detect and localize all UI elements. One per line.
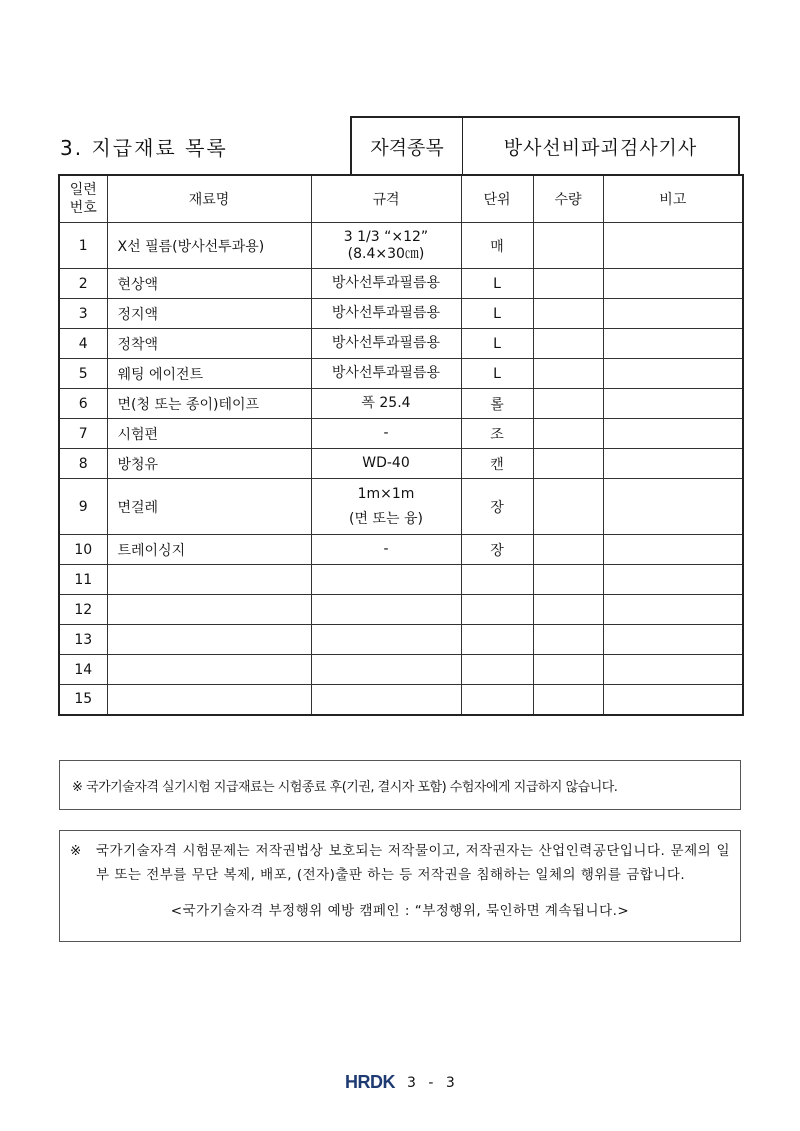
cell-note bbox=[603, 299, 743, 329]
table-row bbox=[59, 479, 743, 535]
cell-note bbox=[603, 685, 743, 715]
cell-name bbox=[107, 565, 311, 595]
spec-line: 방사선투과필름용 bbox=[331, 365, 441, 381]
cell-unit bbox=[461, 565, 533, 595]
cell-spec bbox=[311, 685, 461, 715]
cell-no: 1 bbox=[59, 223, 107, 269]
page-number: 3 - 3 bbox=[407, 1074, 459, 1091]
table-row bbox=[59, 359, 743, 389]
cell-qty bbox=[533, 419, 603, 449]
spec-line: 폭 25.4 bbox=[361, 395, 411, 411]
cell-unit: 조 bbox=[461, 419, 533, 449]
table-row bbox=[59, 329, 743, 359]
campaign-text: <국가기술자격 부정행위 예방 캠페인 : “부정행위, 묵인하면 계속됩니다.> bbox=[170, 903, 630, 919]
cell-qty bbox=[533, 535, 603, 565]
table-row bbox=[59, 299, 743, 329]
cell-qty bbox=[533, 565, 603, 595]
cell-spec bbox=[311, 625, 461, 655]
cell-spec bbox=[311, 299, 461, 329]
cell-spec bbox=[311, 269, 461, 299]
cell-unit: 장 bbox=[461, 479, 533, 535]
cell-name: 정착액 bbox=[107, 329, 311, 359]
cell-name: 방청유 bbox=[107, 449, 311, 479]
spec-line: (면 또는 융) bbox=[349, 510, 423, 527]
cell-unit: L bbox=[461, 359, 533, 389]
cell-unit bbox=[461, 595, 533, 625]
cell-no: 4 bbox=[59, 329, 107, 359]
cell-unit bbox=[461, 625, 533, 655]
cell-qty bbox=[533, 299, 603, 329]
table-row bbox=[59, 389, 743, 419]
section-title: 3. 지급재료 목록 bbox=[60, 135, 228, 160]
table-row bbox=[59, 625, 743, 655]
cell-spec bbox=[311, 329, 461, 359]
table-row bbox=[59, 685, 743, 715]
cell-unit bbox=[461, 655, 533, 685]
cell-no: 5 bbox=[59, 359, 107, 389]
cell-spec bbox=[311, 223, 461, 269]
no-return-notice: ※ 국가기술자격 실기시험 지급재료는 시험종료 후(기권, 결시자 포함) 수험자에게 지급하지 않습니다. bbox=[59, 760, 741, 810]
cell-name: 웨팅 에이전트 bbox=[107, 359, 311, 389]
cell-unit: L bbox=[461, 299, 533, 329]
cell-spec bbox=[311, 535, 461, 565]
table-row bbox=[59, 595, 743, 625]
spec-line: 방사선투과필름용 bbox=[331, 335, 441, 351]
cell-no: 13 bbox=[59, 625, 107, 655]
table-row bbox=[59, 419, 743, 449]
cell-note bbox=[603, 595, 743, 625]
cell-qty bbox=[533, 329, 603, 359]
spec-line: WD-40 bbox=[362, 455, 410, 471]
cell-no: 2 bbox=[59, 269, 107, 299]
spec-line: (8.4×30㎝) bbox=[347, 245, 425, 262]
col-header-unit: 단위 bbox=[461, 175, 533, 223]
cell-no: 15 bbox=[59, 685, 107, 715]
cell-no: 11 bbox=[59, 565, 107, 595]
spec-line: - bbox=[383, 541, 389, 557]
cell-qty bbox=[533, 655, 603, 685]
spec-line: 3 1/3 “×12” bbox=[343, 228, 429, 245]
cell-name: 현상액 bbox=[107, 269, 311, 299]
col-header-name: 재료명 bbox=[107, 175, 311, 223]
col-header-spec: 규격 bbox=[311, 175, 461, 223]
cell-note bbox=[603, 359, 743, 389]
cell-qty bbox=[533, 359, 603, 389]
cell-qty bbox=[533, 389, 603, 419]
cell-no: 9 bbox=[59, 479, 107, 535]
cell-unit: 장 bbox=[461, 535, 533, 565]
cell-qty bbox=[533, 479, 603, 535]
hrdk-logo: HRDK bbox=[345, 1072, 395, 1092]
table-row bbox=[59, 535, 743, 565]
copyright-text: 국가기술자격 시험문제는 저작권법상 보호되는 저작물이고, 저작권자는 산업인력공단입니다. 문제의 일부 또는 전부를 무단 복제, 배포, (전자)출판 하는 등 저작권을 침해하는 일체의 행위를 금합니다. bbox=[96, 843, 730, 883]
cell-unit: 매 bbox=[461, 223, 533, 269]
cell-qty bbox=[533, 269, 603, 299]
table-row bbox=[59, 565, 743, 595]
cell-spec bbox=[311, 655, 461, 685]
cell-note bbox=[603, 329, 743, 359]
cert-value: 방사선비파괴검사기사 bbox=[503, 136, 698, 159]
table-row bbox=[59, 449, 743, 479]
cell-spec bbox=[311, 359, 461, 389]
cell-name: 면걸레 bbox=[107, 479, 311, 535]
spec-line: - bbox=[383, 425, 389, 441]
cell-note bbox=[603, 389, 743, 419]
cell-note bbox=[603, 479, 743, 535]
cert-label: 자격종목 bbox=[352, 118, 463, 174]
cell-qty bbox=[533, 449, 603, 479]
cell-name bbox=[107, 655, 311, 685]
notice-mark: ※ bbox=[70, 843, 82, 859]
cell-unit bbox=[461, 685, 533, 715]
cell-spec bbox=[311, 389, 461, 419]
materials-table bbox=[58, 174, 744, 716]
table-header-row bbox=[59, 175, 743, 223]
spec-line: 1m×1m bbox=[357, 485, 415, 502]
cell-note bbox=[603, 223, 743, 269]
cell-spec bbox=[311, 565, 461, 595]
cell-unit: 캔 bbox=[461, 449, 533, 479]
cell-no: 3 bbox=[59, 299, 107, 329]
cell-note bbox=[603, 419, 743, 449]
cell-unit: L bbox=[461, 329, 533, 359]
cell-no: 10 bbox=[59, 535, 107, 565]
cell-no: 12 bbox=[59, 595, 107, 625]
cell-spec bbox=[311, 449, 461, 479]
cell-no: 8 bbox=[59, 449, 107, 479]
col-header-no: 일련 번호 bbox=[59, 175, 107, 223]
cell-qty bbox=[533, 625, 603, 655]
cell-name: 정지액 bbox=[107, 299, 311, 329]
cell-note bbox=[603, 625, 743, 655]
cell-spec bbox=[311, 479, 461, 535]
col-header-qty: 수량 bbox=[533, 175, 603, 223]
cell-name bbox=[107, 625, 311, 655]
cell-unit: 롤 bbox=[461, 389, 533, 419]
cell-qty bbox=[533, 685, 603, 715]
copyright-notice bbox=[59, 830, 741, 942]
cell-no: 14 bbox=[59, 655, 107, 685]
cell-qty bbox=[533, 595, 603, 625]
cell-spec bbox=[311, 595, 461, 625]
spec-line: 방사선투과필름용 bbox=[331, 305, 441, 321]
cell-name bbox=[107, 685, 311, 715]
table-row bbox=[59, 655, 743, 685]
cell-unit: L bbox=[461, 269, 533, 299]
cell-no: 6 bbox=[59, 389, 107, 419]
cell-name: 시험편 bbox=[107, 419, 311, 449]
spec-line: 방사선투과필름용 bbox=[331, 275, 441, 291]
cell-spec bbox=[311, 419, 461, 449]
cell-name: 트레이싱지 bbox=[107, 535, 311, 565]
cell-note bbox=[603, 565, 743, 595]
table-row bbox=[59, 269, 743, 299]
table-row bbox=[59, 223, 743, 269]
cell-no: 7 bbox=[59, 419, 107, 449]
cell-qty bbox=[533, 223, 603, 269]
page-footer bbox=[345, 1072, 459, 1093]
cell-note bbox=[603, 269, 743, 299]
cell-name: X선 필름(방사선투과용) bbox=[107, 223, 311, 269]
cell-note bbox=[603, 535, 743, 565]
certification-box bbox=[350, 116, 740, 174]
cell-note bbox=[603, 655, 743, 685]
col-header-note: 비고 bbox=[603, 175, 743, 223]
cell-note bbox=[603, 449, 743, 479]
cell-name bbox=[107, 595, 311, 625]
cell-name: 면(청 또는 종이)테이프 bbox=[107, 389, 311, 419]
